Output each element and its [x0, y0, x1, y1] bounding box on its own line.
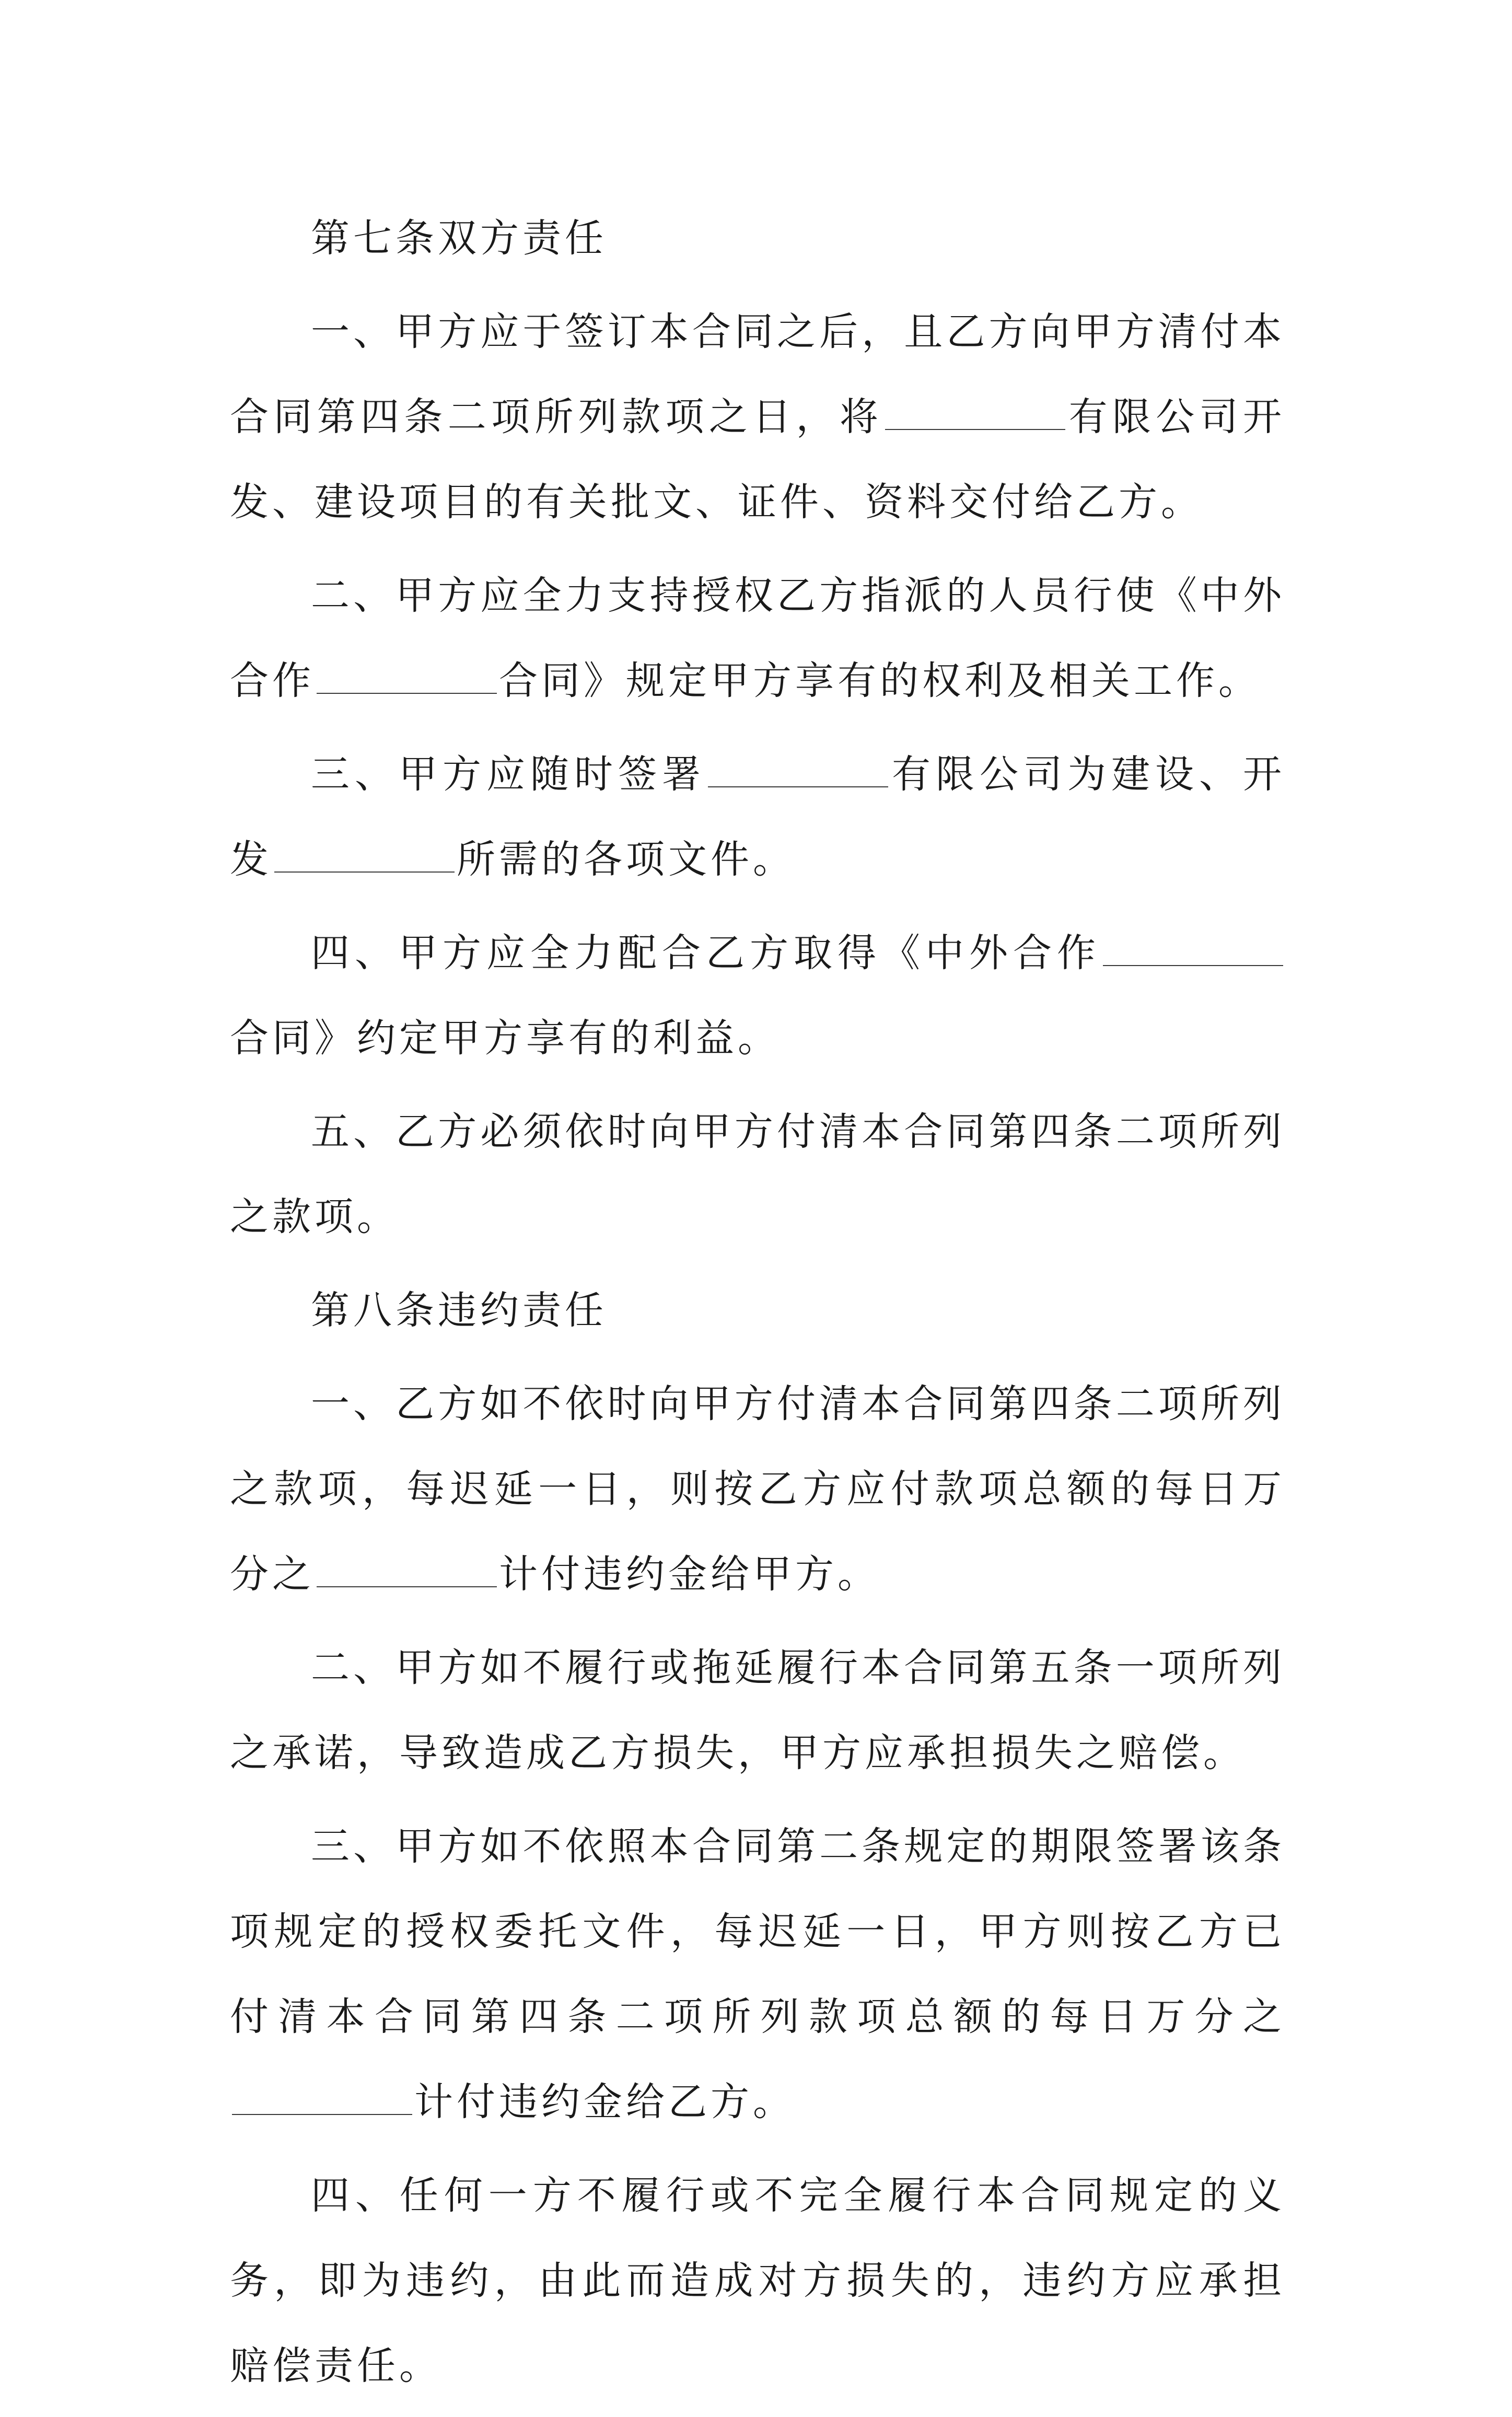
clause-text: 三、甲方如不依照本合同第二条规定的期限签署该条项规定的授权委托文件，每迟延一日，甲方则按乙方已付清本合同第四条二项所列款项总额的每日万分之 [230, 1824, 1285, 2039]
article-7-clause-2 [230, 553, 1285, 724]
clause-text: 二、甲方应全力支持授权乙方指派的人员行使《中外合作 [230, 573, 1285, 703]
article-7-heading: 第七条双方责任 [311, 216, 607, 261]
fill-in-blank [274, 871, 455, 873]
clause-text: 合同》规定甲方享有的权利及相关工作。 [499, 658, 1261, 703]
article-8-clause-4: 四、任何一方不履行或不完全履行本合同规定的义务，即为违约，由此而造成对方损失的，违约方应承担赔偿责任。 [230, 2173, 1285, 2388]
article-7-clause-3 [230, 732, 1285, 902]
document-body [230, 196, 1285, 2417]
article-8-clause-3 [230, 1804, 1285, 2145]
article-7-clause-1 [230, 289, 1285, 545]
article-8-clause-1 [230, 1362, 1285, 1617]
clause-text: 有限公司开发、建设项目的有关批文、证件、资料交付给乙方。 [230, 394, 1285, 525]
clause-text: 所需的各项文件。 [457, 837, 795, 882]
clause-text: 四、甲方应全力配合乙方取得《中外合作 [311, 931, 1101, 975]
clause-text: 有限公司为建设、开发 [230, 752, 1285, 882]
fill-in-blank [317, 692, 497, 694]
clause-text: 一、甲方应于签订本合同之后，且乙方向甲方清付本合同第四条二项所列款项之日，将 [230, 309, 1285, 439]
clause-text: 合同》约定甲方享有的利益。 [230, 1016, 780, 1061]
fill-in-blank [708, 786, 888, 787]
clause-text: 计付违约金给乙方。 [414, 2079, 795, 2124]
clause-text: 一、乙方如不依时向甲方付清本合同第四条二项所列之款项，每迟延一日，则按乙方应付款项总额的每日万分之 [230, 1381, 1285, 1597]
fill-in-blank [317, 1586, 497, 1587]
clause-text: 计付违约金给甲方。 [499, 1552, 880, 1597]
fill-in-blank [1103, 965, 1283, 966]
fill-in-blank [885, 428, 1065, 430]
article-7-clause-4 [230, 911, 1285, 1081]
article-8-heading: 第八条违约责任 [311, 1288, 607, 1333]
clause-text: 三、甲方应随时签署 [311, 752, 706, 797]
article-7-clause-5: 五、乙方必须依时向甲方付清本合同第四条二项所列之款项。 [230, 1109, 1285, 1239]
fill-in-blank [232, 2113, 412, 2115]
article-8-clause-2: 二、甲方如不履行或拖延履行本合同第五条一项所列之承诺，导致造成乙方损失，甲方应承担损失之赔偿。 [230, 1645, 1285, 1775]
